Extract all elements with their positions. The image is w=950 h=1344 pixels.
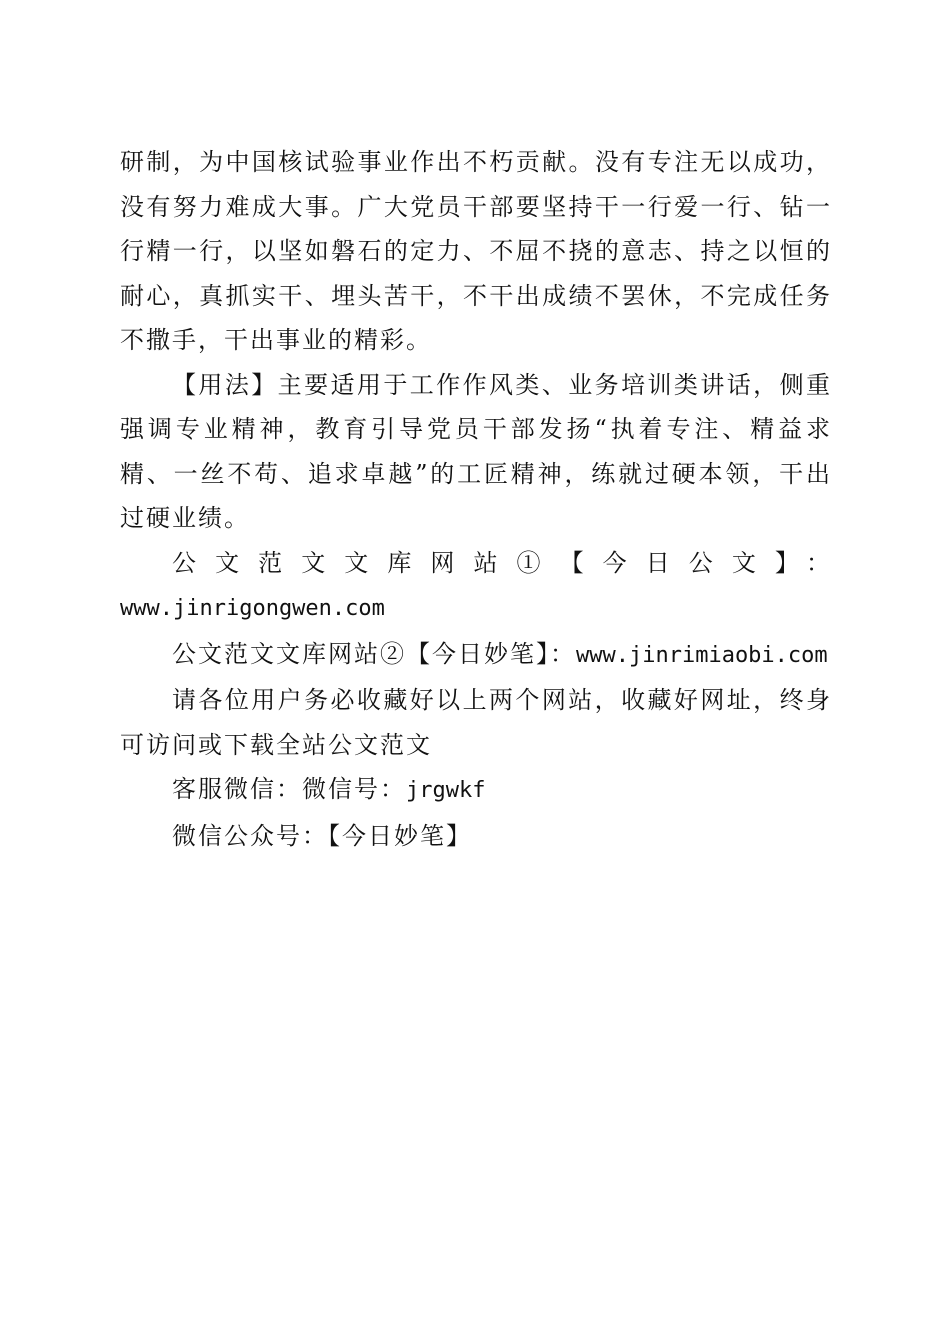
site2-line	[120, 632, 832, 679]
service-label: 客服微信：微信号：	[172, 775, 406, 803]
notice-paragraph: 请各位用户务必收藏好以上两个网站，收藏好网址，终身可访问或下载全站公文范文	[120, 686, 832, 759]
service-line	[120, 767, 832, 814]
account-line: 微信公众号：【今日妙笔】	[172, 821, 472, 850]
site2-label: 公文范文文库网站②【今日妙笔】：	[172, 639, 576, 668]
site1-line	[120, 541, 832, 586]
site1-url-line	[120, 585, 832, 632]
site1-url: www.jinrigongwen.com	[120, 596, 385, 621]
service-id: jrgwkf	[406, 778, 486, 803]
site2-url: www.jinrimiaobi.com	[576, 642, 828, 668]
document-body	[120, 140, 832, 858]
site1-label: 公文范文文库网站①【今日公文】：	[172, 548, 832, 577]
body-paragraph-1: 研制，为中国核试验事业作出不朽贡献。没有专注无以成功，没有努力难成大事。广大党员干部要坚持干一行爱一行、钻一行精一行，以坚如磐石的定力、不屈不挠的意志、持之以恒的耐心，真抓实干、埋头苦干，不干出成绩不罢休，不完成任务不撒手，干出事业的精彩。	[120, 148, 832, 354]
usage-paragraph: 【用法】主要适用于工作作风类、业务培训类讲话，侧重强调专业精神，教育引导党员干部发扬“执着专注、精益求精、一丝不苟、追求卓越”的工匠精神，练就过硬本领，干出过硬业绩。	[120, 370, 832, 532]
